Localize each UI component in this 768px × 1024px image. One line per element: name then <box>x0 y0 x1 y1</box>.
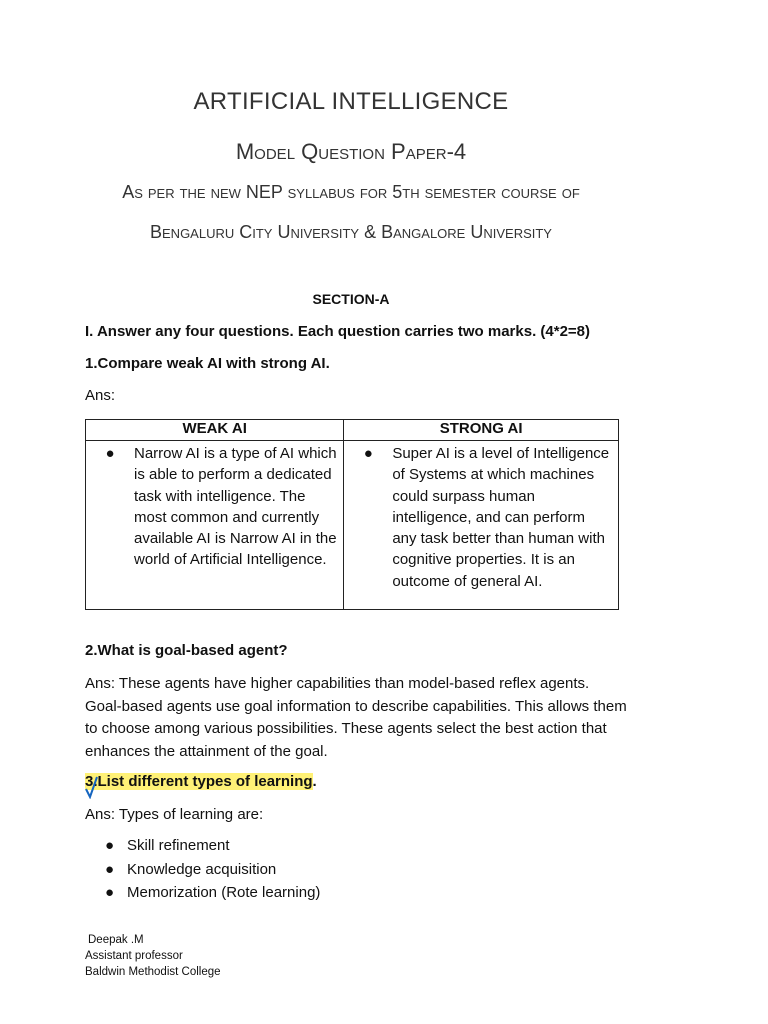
comparison-table <box>85 419 619 610</box>
table-header-weak: WEAK AI <box>86 420 344 441</box>
list-item: ● Knowledge acquisition <box>105 861 320 885</box>
author-name: Deepak .M <box>88 934 144 946</box>
strong-ai-text: Super AI is a level of Intelligence of Systems at which machines could surpass human intelligence, and can perform any task better than human with cognitive properties. It is an outcome of general AI. <box>392 445 610 590</box>
bullet-icon: ● <box>105 860 115 878</box>
document-title: ARTIFICIAL INTELLIGENCE <box>193 88 509 115</box>
author-role: Assistant professor <box>85 950 183 962</box>
answer-2: Ans: These agents have higher capabilities than model-based reflex agents. Goal-based agents use goal information to describe capabilities. This allows them to choose among various possibilities. These agents select the best action that enhances the attainment of the goal. <box>85 675 627 760</box>
answer-label-3: Ans: Types of learning are: <box>85 806 264 823</box>
table-header-row <box>86 420 619 441</box>
table-cell-strong <box>344 441 619 610</box>
table-cell-weak <box>86 441 344 610</box>
learning-types-list <box>105 837 320 908</box>
table-row <box>86 441 619 610</box>
question-3 <box>85 773 317 790</box>
document-subtitle: Model Question Paper-4 <box>235 139 467 164</box>
section-heading: SECTION-A <box>312 291 390 307</box>
author-college: Baldwin Methodist College <box>85 966 221 978</box>
list-item: ● Memorization (Rote learning) <box>105 884 320 908</box>
weak-ai-text: Narrow AI is a type of AI which is able to perform a dedicated task with intelligence. The most common and currently available AI is Narrow AI in the world of Artificial Intelligence. <box>134 445 337 569</box>
question-1: 1.Compare weak AI with strong AI. <box>85 355 330 372</box>
question-2: 2.What is goal-based agent? <box>85 642 288 659</box>
list-item: ● Skill refinement <box>105 837 320 861</box>
answer-label-1: Ans: <box>85 387 116 404</box>
table-header-strong: STRONG AI <box>344 420 619 441</box>
question-3-period: . <box>312 773 317 790</box>
syllabus-line: As per the new NEP syllabus for 5th semester course of <box>122 182 580 202</box>
university-line: Bengaluru City University & Bangalore University <box>150 222 552 242</box>
checkmark-icon <box>84 775 98 799</box>
bullet-icon: ● <box>105 837 115 854</box>
instruction-text: I. Answer any four questions. Each question carries two marks. (4*2=8) <box>85 323 591 340</box>
bullet-icon: ● <box>105 445 115 462</box>
bullet-icon: ● <box>363 445 373 462</box>
bullet-icon: ● <box>105 884 115 901</box>
highlighted-question-3: 3.List different types of learning <box>85 773 313 790</box>
